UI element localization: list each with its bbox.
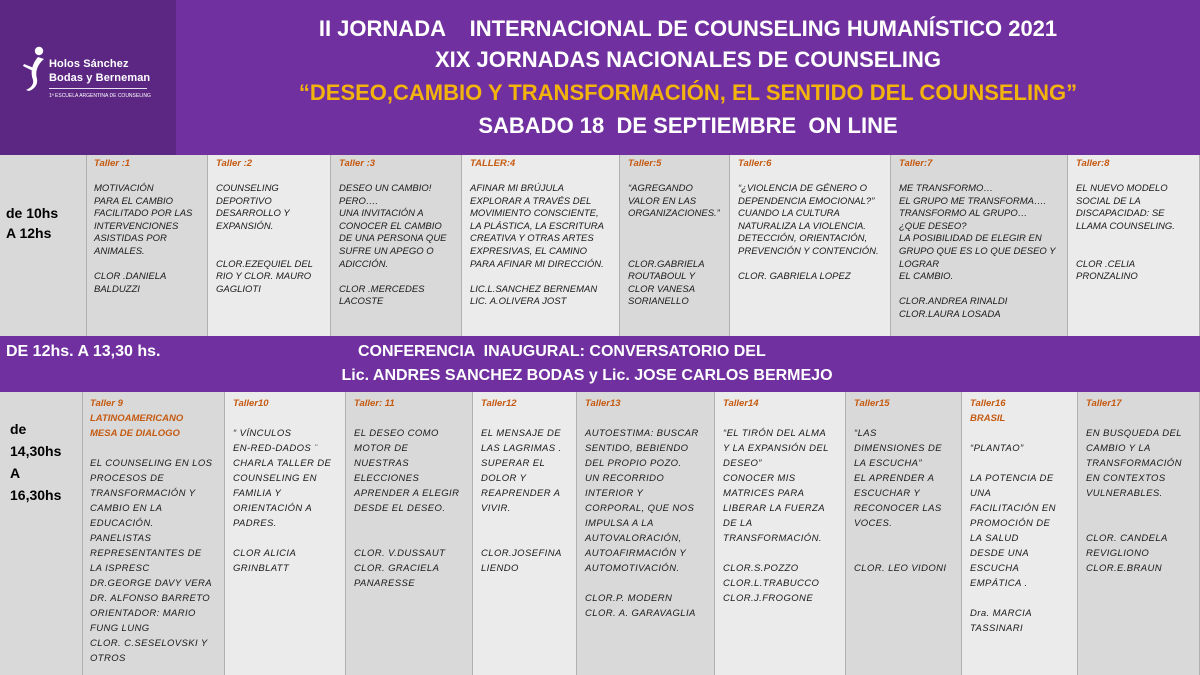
conference-speakers: Lic. ANDRES SANCHEZ BODAS y Lic. JOSE CARLOS BERMEJO xyxy=(341,367,833,384)
morning-workshop-5 xyxy=(620,155,730,336)
workshop-title: Taller:6 xyxy=(738,158,772,169)
workshop-title: Taller13 xyxy=(585,398,621,409)
morning-workshop-7 xyxy=(891,155,1068,336)
conference-speakers-wrap xyxy=(0,367,1200,385)
afternoon-workshop-2 xyxy=(225,392,346,675)
workshop-title: Taller:5 xyxy=(628,158,662,169)
workshop-title: Taller: 11 xyxy=(354,398,395,409)
workshop-title: Taller 9 LATINOAMERICANO MESA DE DIALOGO xyxy=(90,398,184,439)
afternoon-workshop-4 xyxy=(473,392,577,675)
workshop-description: AFINAR MI BRÚJULA EXPLORAR A TRAVÉS DEL MOVIMIENTO CONSCIENTE, LA PLÁSTICA, LA ESCRITURA CREATIVA Y OTRAS ARTES EXPRESIVAS, EL CAMINO PARA AFINAR MI DIRECCIÓN. LIC.L.SANCHEZ BERNEMAN LIC. A.OLIVERA JOST xyxy=(470,183,604,308)
logo-divider xyxy=(49,88,147,89)
afternoon-time-cell xyxy=(0,392,83,675)
workshop-description: MOTIVACIÓN PARA EL CAMBIO FACILITADO POR LAS INTERVENCIONES ASISTIDAS POR ANIMALES. CLOR .DANIELA BALDUZZI xyxy=(94,183,193,295)
workshop-title: Taller17 xyxy=(1086,398,1122,409)
event-title: II JORNADA INTERNACIONAL DE COUNSELING HUMANÍSTICO 2021 xyxy=(318,16,1058,41)
afternoon-workshop-9 xyxy=(1078,392,1200,675)
conference-time: DE 12hs. A 13,30 hs. xyxy=(6,343,161,360)
morning-workshop-6 xyxy=(730,155,891,336)
morning-time-label: de 10hs A 12hs xyxy=(6,205,59,241)
morning-workshop-3 xyxy=(331,155,462,336)
morning-workshop-8 xyxy=(1068,155,1200,336)
event-date: SABADO 18 DE SEPTIEMBRE ON LINE xyxy=(478,113,898,138)
workshop-title: Taller14 xyxy=(723,398,759,409)
workshop-description: DESEO UN CAMBIO! PERO…. UNA INVITACIÓN A CONOCER EL CAMBIO DE UNA PERSONA QUE SUFRE UN APEGO O ADICCIÓN. CLOR .MERCEDES LACOSTE xyxy=(339,183,447,308)
afternoon-row xyxy=(0,392,1200,675)
workshop-description: COUNSELING DEPORTIVO DESARROLLO Y EXPANSIÓN. CLOR.EZEQUIEL DEL RIO Y CLOR. MAURO GAGLIOTI xyxy=(216,183,313,295)
workshop-title: TALLER:4 xyxy=(470,158,516,169)
morning-row xyxy=(0,155,1200,336)
workshop-description: EL NUEVO MODELO SOCIAL DE LA DISCAPACIDAD: SE LLAMA COUNSELING. CLOR .CELIA PRONZALINO xyxy=(1076,183,1175,283)
afternoon-time-label: de 14,30hs A 16,30hs xyxy=(10,421,62,503)
workshop-description: EN BUSQUEDA DEL CAMBIO Y LA TRANSFORMACIÓN EN CONTEXTOS VULNERABLES. CLOR. CANDELA REVIGLIONO CLOR.E.BRAUN xyxy=(1086,428,1182,574)
workshop-title: Taller:7 xyxy=(899,158,933,169)
event-subtitle: XIX JORNADAS NACIONALES DE COUNSELING xyxy=(434,47,942,72)
workshop-description: ME TRANSFORMO… EL GRUPO ME TRANSFORMA…. TRANSFORMO AL GRUPO… ¿QUE DESEO? LA POSIBILIDAD DE ELEGIR EN GRUPO QUE ES LO QUE DESEO Y LOGRAR EL CAMBIO. CLOR.ANDREA RINALDI CLOR.LAURA LOSADA xyxy=(899,183,1056,320)
conference-title: CONFERENCIA INAUGURAL: CONVERSATORIO DEL xyxy=(358,343,766,360)
workshop-description: EL COUNSELING EN LOS PROCESOS DE TRANSFORMACIÓN Y CAMBIO EN LA EDUCACIÓN. PANELISTAS REPRESENTANTES DE LA ISPRESC DR.GEORGE DAVY VERA DR. ALFONSO BARRETO ORIENTADOR: MARIO FUNG LUNG CLOR. C.SESELOVSKI Y OTROS xyxy=(90,458,213,664)
workshop-description: AUTOESTIMA: BUSCAR SENTIDO, BEBIENDO DEL PROPIO POZO. UN RECORRIDO INTERIOR Y CORPORAL, QUE NOS IMPULSA A LA AUTOVALORACIÓN, AUTOAFIRMACIÓN Y AUTOMOTIVACIÓN. CLOR.P. MODERN CLOR. A. GARAVAGLIA xyxy=(585,428,699,619)
afternoon-workshop-6 xyxy=(715,392,846,675)
logo-tagline: 1ª ESCUELA ARGENTINA DE COUNSELING xyxy=(49,93,151,99)
afternoon-workshop-8 xyxy=(962,392,1078,675)
workshop-description: EL MENSAJE DE LAS LAGRIMAS . SUPERAR EL DOLOR Y REAPRENDER A VIVIR. CLOR.JOSEFINA LIENDO xyxy=(481,428,562,574)
afternoon-workshop-7 xyxy=(846,392,962,675)
logo xyxy=(0,0,176,155)
morning-workshop-2 xyxy=(208,155,331,336)
workshop-title: Taller15 xyxy=(854,398,890,409)
conference-band xyxy=(0,336,1200,392)
workshop-title: Taller :1 xyxy=(94,158,131,169)
morning-workshop-4 xyxy=(462,155,620,336)
header-banner xyxy=(0,0,1200,155)
workshop-title: Taller10 xyxy=(233,398,269,409)
workshop-description: “¿VIOLENCIA DE GÉNERO O DEPENDENCIA EMOCIONAL?” CUANDO LA CULTURA NATURALIZA LA VIOLENCIA. DETECCIÓN, ORIENTACIÓN, PREVENCIÓN Y CONTENCIÓN. CLOR. GABRIELA LOPEZ xyxy=(738,183,879,283)
morning-time-cell xyxy=(0,155,87,336)
logo-text-line2: Bodas y Berneman xyxy=(49,72,151,84)
afternoon-workshop-1 xyxy=(82,392,225,675)
workshop-title: Taller:8 xyxy=(1076,158,1110,169)
morning-workshop-1 xyxy=(86,155,208,336)
workshop-title: Taller16 BRASIL xyxy=(970,398,1006,424)
workshop-title: Taller :3 xyxy=(339,158,376,169)
afternoon-workshop-3 xyxy=(346,392,473,675)
workshop-description: “LAS DIMENSIONES DE LA ESCUCHA” EL APRENDER A ESCUCHAR Y RECONOCER LAS VOCES. CLOR. LEO VIDONI xyxy=(854,428,947,574)
person-figure-icon xyxy=(22,46,48,92)
workshop-description: “PLANTAO” LA POTENCIA DE UNA FACILITACIÓN EN PROMOCIÓN DE LA SALUD DESDE UNA ESCUCHA EMPÁTICA . Dra. MARCIA TASSINARI xyxy=(970,443,1056,634)
workshop-title: Taller12 xyxy=(481,398,517,409)
logo-text-line1: Holos Sánchez xyxy=(49,58,129,70)
event-theme: “DESEO,CAMBIO Y TRANSFORMACIÓN, EL SENTIDO DEL COUNSELING” xyxy=(298,80,1078,105)
workshop-description: “EL TIRÓN DEL ALMA Y LA EXPANSIÓN DEL DESEO” CONOCER MIS MATRICES PARA LIBERAR LA FUERZA DE LA TRANSFORMACIÓN. CLOR.S.POZZO CLOR.L.TRABUCCO CLOR.J.FROGONE xyxy=(723,428,829,604)
workshop-title: Taller :2 xyxy=(216,158,253,169)
workshop-description: “ VÍNCULOS EN-RED-DADOS ¨ CHARLA TALLER DE COUNSELING EN FAMILIA Y ORIENTACIÓN A PADRES. CLOR ALICIA GRINBLATT xyxy=(233,428,332,574)
workshop-description: “AGREGANDO VALOR EN LAS ORGANIZACIONES.” CLOR.GABRIELA ROUTABOUL Y CLOR VANESA SORIANELLO xyxy=(628,183,720,308)
afternoon-workshop-5 xyxy=(577,392,715,675)
workshop-description: EL DESEO COMO MOTOR DE NUESTRAS ELECCIONES APRENDER A ELEGIR DESDE EL DESEO. CLOR. V.DUSSAUT CLOR. GRACIELA PANARESSE xyxy=(354,428,460,589)
